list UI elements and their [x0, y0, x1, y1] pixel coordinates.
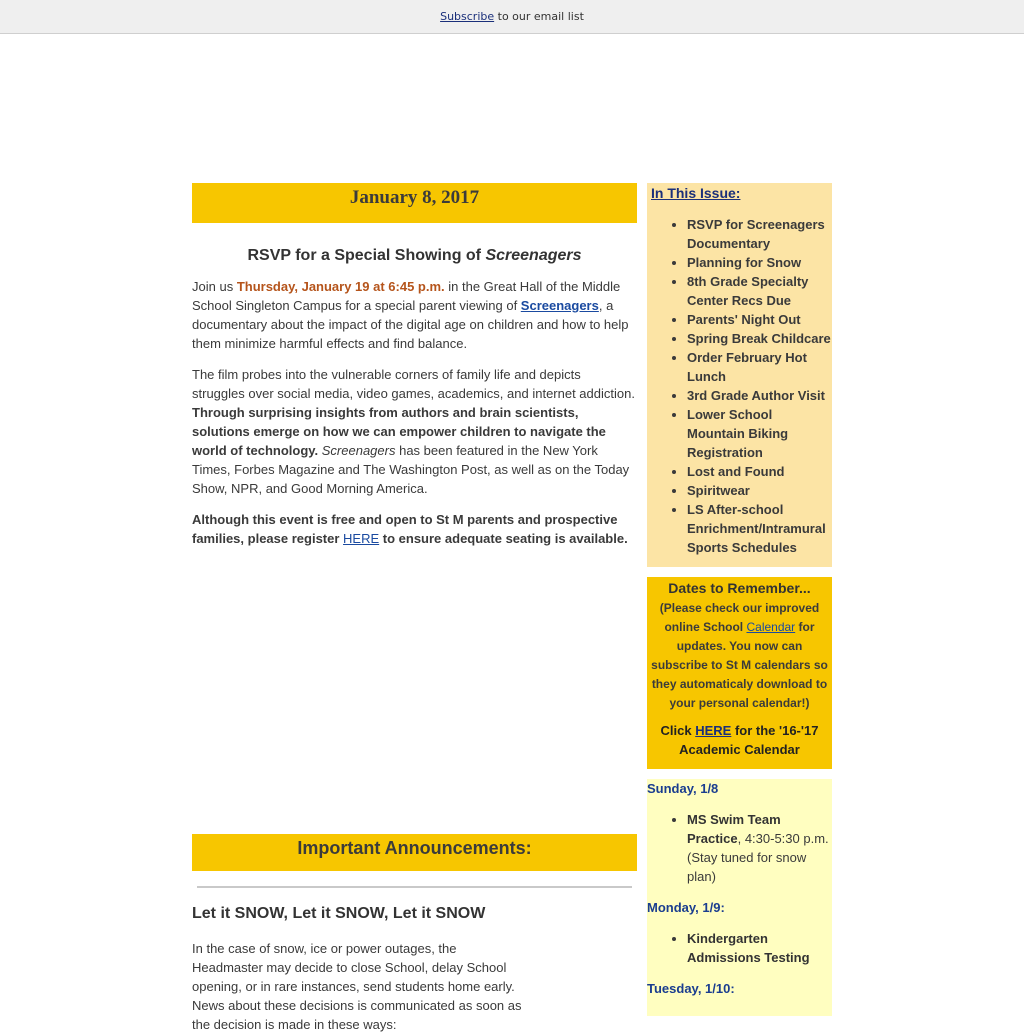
in-this-issue-title[interactable]: In This Issue:	[651, 185, 741, 201]
issue-item[interactable]: • Lower School Mountain Biking Registration	[687, 405, 832, 462]
click-text: Click	[660, 723, 696, 738]
rsvp-p2-film: Screenagers	[321, 443, 396, 458]
day-monday: Monday, 1/9:	[647, 900, 725, 915]
rsvp-p2-text: The film probes into the vulnerable corners of family life and depicts struggles over social media, video games, academics, and internet addiction.	[192, 367, 635, 401]
rsvp-p1-text-3: , a documentary about the impact of the digital age on children and how to help them minimize harmful effects and find balance.	[192, 298, 629, 351]
issue-item[interactable]: • Spring Break Childcare	[687, 329, 832, 348]
event-item	[687, 929, 832, 967]
rsvp-p2-bold: Through surprising insights from authors and brain scientists, solutions emerge on how we can empower children to navigate the world of technology.	[192, 405, 606, 458]
rsvp-p1-text: Join us	[192, 279, 237, 294]
issue-item[interactable]: • Spiritwear	[687, 481, 832, 500]
event-time: Thursday, January 19 at 6:45 p.m.	[236, 279, 445, 294]
newsletter-date: January 8, 2017	[192, 183, 637, 223]
issue-item[interactable]: • RSVP for Screenagers Documentary	[687, 215, 832, 253]
rsvp-paragraph-1	[192, 277, 637, 353]
academic-calendar-line	[647, 721, 832, 759]
calendar-box	[647, 779, 832, 1016]
divider	[197, 886, 632, 888]
event-title: Kindergarten Admissions Testing	[687, 931, 810, 965]
rsvp-p2-text-2: has been featured in the New York Times, Forbes Magazine and The Washington Post, as well as on the Today Show, NPR, and Good Morning America.	[192, 443, 630, 496]
subscribe-link[interactable]: Subscribe	[440, 10, 495, 23]
rsvp-p3-text: Although this event is free and open to St M parents and prospective families, please register	[192, 512, 618, 546]
day-tuesday: Tuesday, 1/10:	[647, 981, 735, 996]
issue-list	[651, 215, 832, 557]
rsvp-p3-text-2: to ensure adequate seating is available.	[379, 531, 628, 546]
announcements-heading: Important Announcements:	[192, 834, 637, 871]
issue-item[interactable]: • LS After-school Enrichment/Intramural Sports Schedules	[687, 500, 832, 557]
issue-item[interactable]: • 3rd Grade Author Visit	[687, 386, 832, 405]
subscribe-bar	[0, 0, 1024, 34]
click-text-2: for the '16-'17 Academic Calendar	[679, 723, 819, 757]
calendar-link[interactable]: Calendar	[746, 620, 796, 634]
event-item	[687, 810, 832, 886]
day-sunday: Sunday, 1/8	[647, 781, 719, 796]
register-here-link[interactable]: HERE	[343, 531, 380, 546]
event-title: MS Swim Team Practice	[687, 812, 781, 846]
rsvp-heading-text: RSVP for a Special Showing of	[247, 247, 486, 264]
rsvp-p1-text-2: in the Great Hall of the Middle School Singleton Campus for a special parent viewing of	[192, 279, 621, 313]
dates-note	[647, 599, 832, 713]
academic-calendar-link[interactable]: HERE	[695, 723, 732, 738]
issue-item[interactable]: • Parents' Night Out	[687, 310, 832, 329]
dates-to-remember-box	[647, 577, 832, 769]
sidebar	[647, 183, 832, 1016]
dates-title: Dates to Remember...	[668, 580, 811, 596]
snow-heading: Let it SNOW, Let it SNOW, Let it SNOW	[192, 905, 486, 922]
rsvp-heading-film: Screenagers	[485, 247, 582, 264]
rsvp-heading	[192, 247, 637, 265]
subscribe-text: to our email list	[494, 10, 584, 23]
event-detail: , 4:30-5:30 p.m. (Stay tuned for snow plan)	[687, 831, 829, 884]
in-this-issue-box	[647, 183, 832, 567]
rsvp-paragraph-2	[192, 365, 637, 498]
dates-note-text-2: for updates. You now can subscribe to St M calendars so they automaticaly download to your personal calendar!)	[651, 620, 828, 710]
issue-item[interactable]: • Order February Hot Lunch	[687, 348, 832, 386]
snow-text: In the case of snow, ice or power outages, the Headmaster may decide to close School, delay School opening, or in rare instances, send students home early. News about these decisions is communicated as soon as the decision is made in these ways:	[192, 941, 522, 1032]
rsvp-paragraph-3	[192, 510, 637, 548]
monday-events	[647, 929, 832, 967]
issue-item[interactable]: • Lost and Found	[687, 462, 832, 481]
sunday-events	[647, 810, 832, 886]
issue-item[interactable]: • 8th Grade Specialty Center Recs Due	[687, 272, 832, 310]
screenagers-link[interactable]: Screenagers	[520, 298, 599, 313]
issue-item[interactable]: • Planning for Snow	[687, 253, 832, 272]
dates-note-text: (Please check our improved online School	[659, 601, 820, 634]
main-column	[192, 183, 637, 1032]
